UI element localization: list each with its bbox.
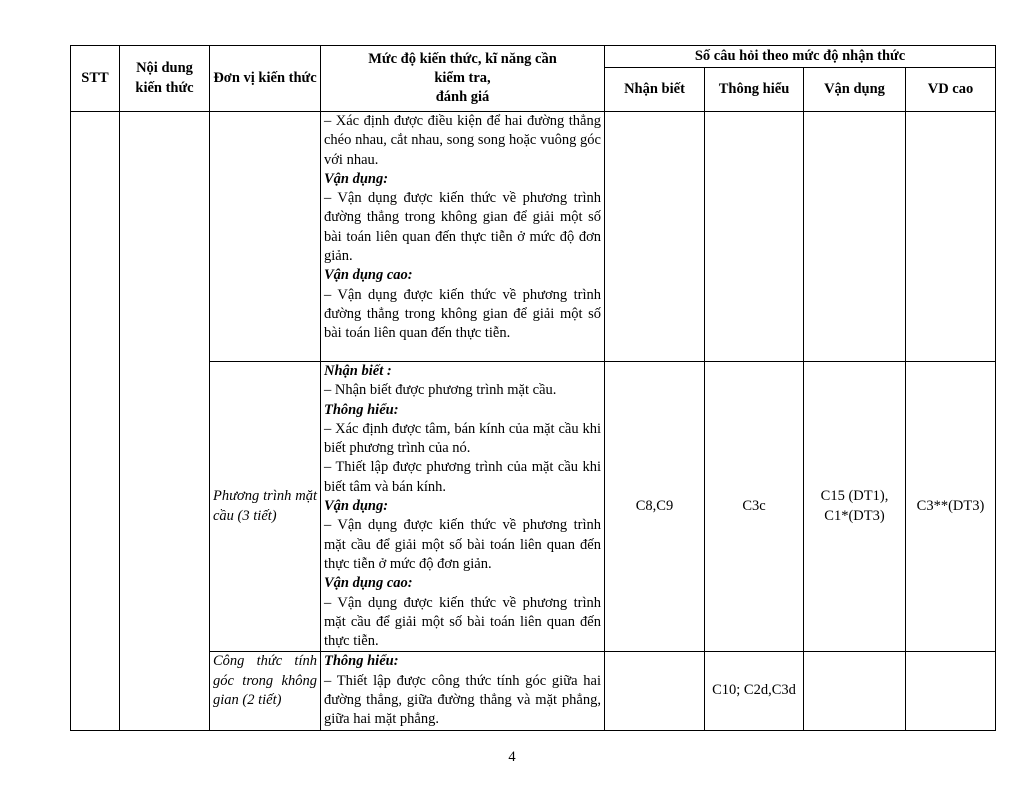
criterion-text: – Xác định được tâm, bán kính của mặt cầu khi biết phương trình của nó. [324,420,601,457]
header-thong-hieu: Thông hiểu [705,68,804,112]
van-dung-cell [804,652,906,730]
header-stt: STT [71,46,120,112]
nhan-biet-cell [605,652,705,730]
level-heading: Vận dụng: [324,170,389,187]
van-dung-cell [804,112,906,362]
criterion-text: – Vận dụng được kiến thức về phương trình đường thẳng trong không gian để giải một số bài toán liên quan đến thực tiễn. [324,286,601,342]
criterion-text: – Nhận biết được phương trình mặt cầu. [324,382,557,399]
header-vd-cao: VD cao [906,68,996,112]
level-heading: Thông hiểu: [324,653,399,670]
header-so-cau: Số câu hỏi theo mức độ nhận thức [605,46,996,68]
content-cell [321,112,605,362]
level-heading: Vận dụng: [324,498,389,515]
criterion-text: – Xác định được điều kiện để hai đường thẳng chéo nhau, cắt nhau, song song hoặc vuông góc với nhau. [324,113,601,168]
unit-cell [210,112,321,362]
thong-hieu-cell: C10; C2d,C3d [705,652,804,730]
vd-cao-cell: C3**(DT3) [906,362,996,652]
page-number: 4 [508,749,516,765]
nhan-biet-cell: C8,C9 [605,362,705,652]
table-row [71,112,996,362]
criterion-text: – Vận dụng được kiến thức về phương trình mặt cầu để giải một số bài toán liên quan đến thực tiễn. [324,594,601,650]
table-row [71,362,996,652]
header-don-vi: Đơn vị kiến thức [210,46,321,112]
header-muc-do: Mức độ kiến thức, kĩ năng cần kiểm tra, đánh giá [321,46,605,112]
knowledge-matrix-table [70,45,996,731]
vd-cao-cell [906,112,996,362]
criterion-text: – Thiết lập được công thức tính góc giữa hai đường thẳng, giữa đường thẳng và mặt phẳng, giữa hai mặt phẳng. [324,672,601,728]
thong-hieu-cell: C3c [705,362,804,652]
unit-cell: Công thức tính góc trong không gian (2 tiết) [210,652,321,730]
table-row [71,652,996,730]
noi-dung-cell [120,112,210,731]
level-heading: Vận dụng cao: [324,575,413,592]
header-van-dung: Vận dụng [804,68,906,112]
content-cell [321,652,605,730]
content-cell [321,362,605,652]
level-heading: Nhận biết : [324,363,392,379]
header-noi-dung: Nội dung kiến thức [120,46,210,112]
level-heading: Vận dụng cao: [324,267,413,284]
criterion-text: – Vận dụng được kiến thức về phương trình đường thẳng trong không gian để giải một số bài toán liên quan đến thực tiễn ở mức độ đơn giản. [324,190,601,265]
criterion-text: – Vận dụng được kiến thức về phương trình mặt cầu để giải một số bài toán liên quan đến thực tiễn ở mức độ đơn giản. [324,517,601,572]
vd-cao-cell [906,652,996,730]
criterion-text: – Thiết lập được phương trình của mặt cầu khi biết tâm và bán kính. [324,459,601,495]
thong-hieu-cell [705,112,804,362]
nhan-biet-cell [605,112,705,362]
unit-cell: Phương trình mặt cầu (3 tiết) [210,362,321,652]
stt-cell [71,112,120,731]
header-nhan-biet: Nhận biết [605,68,705,112]
level-heading: Thông hiểu: [324,401,399,418]
van-dung-cell: C15 (DT1), C1*(DT3) [804,362,906,652]
